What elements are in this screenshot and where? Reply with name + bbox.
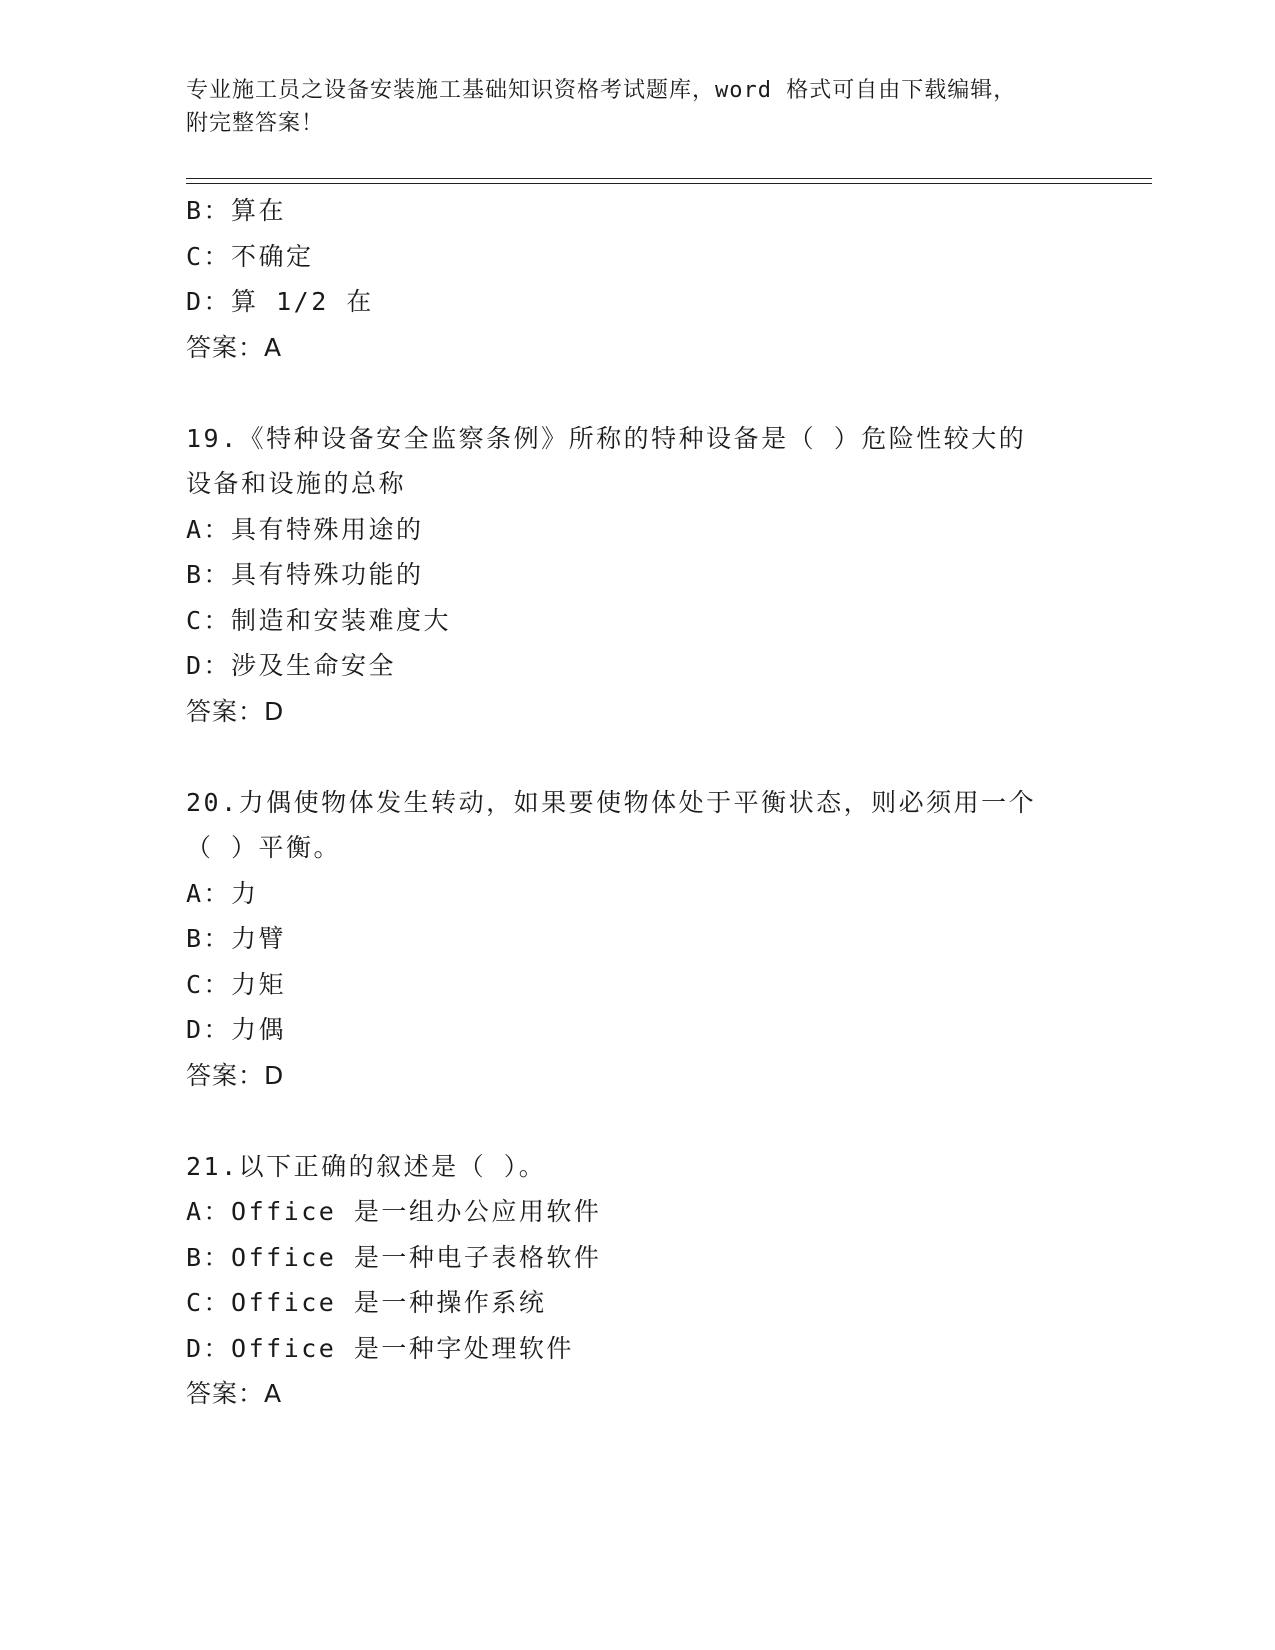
option-b: B：算在 <box>186 196 287 225</box>
page-header <box>186 74 1086 140</box>
question-21 <box>186 1144 1126 1417</box>
spacer <box>186 1098 1126 1144</box>
question-19 <box>186 416 1126 735</box>
answer-label: 答案：A <box>186 1379 283 1408</box>
question-list <box>186 188 1126 1417</box>
option-b: B：力臂 <box>186 924 287 953</box>
answer-label: 答案：D <box>186 1060 285 1090</box>
question-18-tail <box>186 188 1126 370</box>
option-a: A：具有特殊用途的 <box>186 514 424 544</box>
option-b: B：具有特殊功能的 <box>186 560 424 589</box>
header-title-line-1: 专业施工员之设备安装施工基础知识资格考试题库，word 格式可自由下载编辑， <box>186 78 1017 103</box>
option-d: D：涉及生命安全 <box>186 651 397 680</box>
option-c: C：制造和安装难度大 <box>186 605 452 635</box>
option-c: C：Office 是一种操作系统 <box>186 1288 547 1317</box>
spacer <box>186 734 1126 780</box>
spacer <box>186 370 1126 416</box>
question-stem-continued: 设备和设施的总称 <box>186 469 407 498</box>
option-d: D：Office 是一种字处理软件 <box>186 1333 574 1363</box>
question-20 <box>186 780 1126 1099</box>
question-stem: 20.力偶使物体发生转动，如果要使物体处于平衡状态，则必须用一个 <box>186 787 1037 817</box>
question-stem-continued: （ ）平衡。 <box>186 833 342 862</box>
option-c: C：力矩 <box>186 969 287 999</box>
option-c: C：不确定 <box>186 241 314 271</box>
answer-label: 答案：A <box>186 332 283 362</box>
option-b: B：Office 是一种电子表格软件 <box>186 1242 602 1272</box>
answer-label: 答案：D <box>186 696 285 726</box>
header-divider <box>186 178 1152 184</box>
option-d: D：力偶 <box>186 1015 287 1044</box>
question-stem: 21.以下正确的叙述是（ ）。 <box>186 1151 547 1181</box>
option-a: A：力 <box>186 878 259 908</box>
question-stem: 19.《特种设备安全监察条例》所称的特种设备是（ ）危险性较大的 <box>186 423 1027 453</box>
header-title-line-2: 附完整答案！ <box>186 111 325 136</box>
option-a: A：Office 是一组办公应用软件 <box>186 1197 602 1226</box>
option-d: D：算 1/2 在 <box>186 287 374 316</box>
